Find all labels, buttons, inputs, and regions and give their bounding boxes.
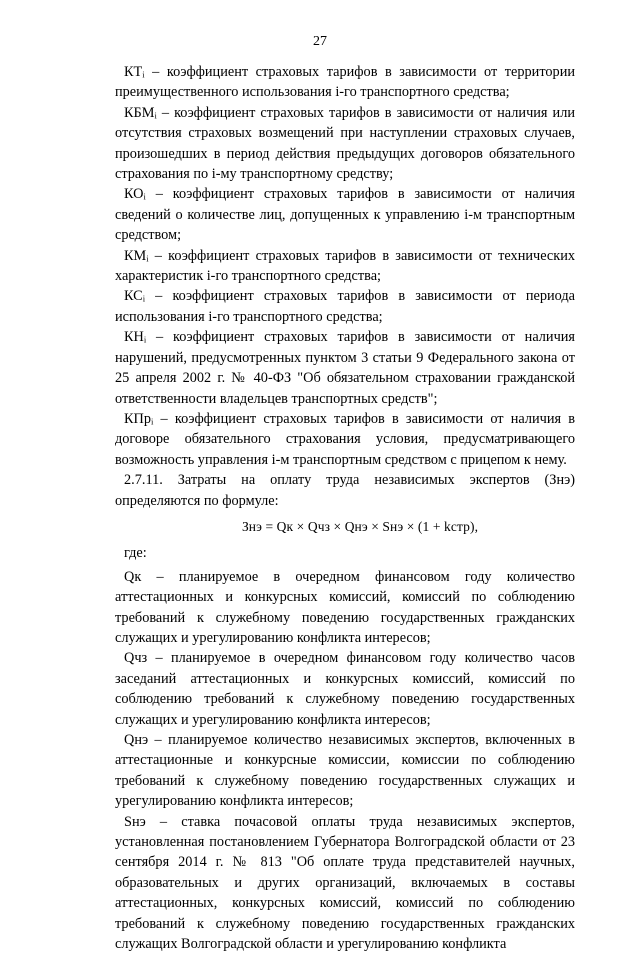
- paragraph-qchz: Qчз – планируемое в очередном финансовом году количество часов заседаний аттестационных и конкурсных комиссий, комиссий по соблюдению требований к служебному поведению государственных служащих и урегулированию конфликта интересов;: [115, 650, 575, 728]
- paragraph-ks: КСᵢ – коэффициент страховых тарифов в зависимости от периода использования i-го транспортного средства;: [115, 288, 575, 325]
- paragraph-qne: Qнэ – планируемое количество независимых экспертов, включенных в аттестационные и конкурсные комиссии, комиссии по соблюдению требований к служебному поведению государственных служащих и урегулированию конфликта интересов;: [115, 732, 575, 810]
- formula: Знэ = Qк × Qчз × Qнэ × Sнэ × (1 + kстр),: [241, 518, 479, 534]
- where-label: где:: [124, 545, 147, 562]
- paragraph-kt: КТᵢ – коэффициент страховых тарифов в зависимости от территории преимущественного использования i-го транспортного средства;: [115, 64, 575, 101]
- paragraph-sne: Sнэ – ставка почасовой оплаты труда независимых экспертов, установленная постановлением Губернатора Волгоградской области от 23 сентября 2014 г. № 813 "Об оплате труда представителей научных, образовательных и других организаций, включаемых в составы аттестационных, конкурсных комиссий, комиссий по соблюдению требований к служебному поведению государственных гражданских служащих Волгоградской области и урегулированию конфликта: [115, 813, 575, 953]
- paragraph-ko: КОᵢ – коэффициент страховых тарифов в зависимости от наличия сведений о количестве лиц, допущенных к управлению i-м транспортным средством;: [115, 186, 575, 244]
- paragraph-km: КМᵢ – коэффициент страховых тарифов в зависимости от технических характеристик i-го транспортного средства;: [115, 247, 575, 285]
- document-body: [115, 62, 575, 954]
- paragraph-kbm: КБМᵢ – коэффициент страховых тарифов в зависимости от наличия или отсутствия страховых возмещений при наступлении страховых случаев, произошедших в период действия предыдущих договоров обязательного страхования по i-му транспортному средству;: [115, 104, 575, 183]
- paragraph-kpr: КПрᵢ – коэффициент страховых тарифов в зависимости от наличия в договоре обязательного страхования условия, предусматривающего возможность управления i-м транспортным средством с прицепом к нему.: [115, 410, 575, 468]
- page-number: 27: [313, 34, 327, 49]
- paragraph-qk: Qк – планируемое в очередном финансовом году количество аттестационных и конкурсных комиссий, комиссий по соблюдению требований к служебному поведению государственных гражданских служащих и урегулированию конфликта интересов;: [115, 568, 575, 646]
- paragraph-kn: КНᵢ – коэффициент страховых тарифов в зависимости от наличия нарушений, предусмотренных пунктом 3 статьи 9 Федерального закона от 25 апреля 2002 г. № 40-ФЗ "Об обязательном страховании гражданской ответственности владельцев транспортных средств";: [115, 329, 575, 407]
- section-2-7-11: 2.7.11. Затраты на оплату труда независимых экспертов (Знэ) определяются по формуле:: [115, 472, 575, 509]
